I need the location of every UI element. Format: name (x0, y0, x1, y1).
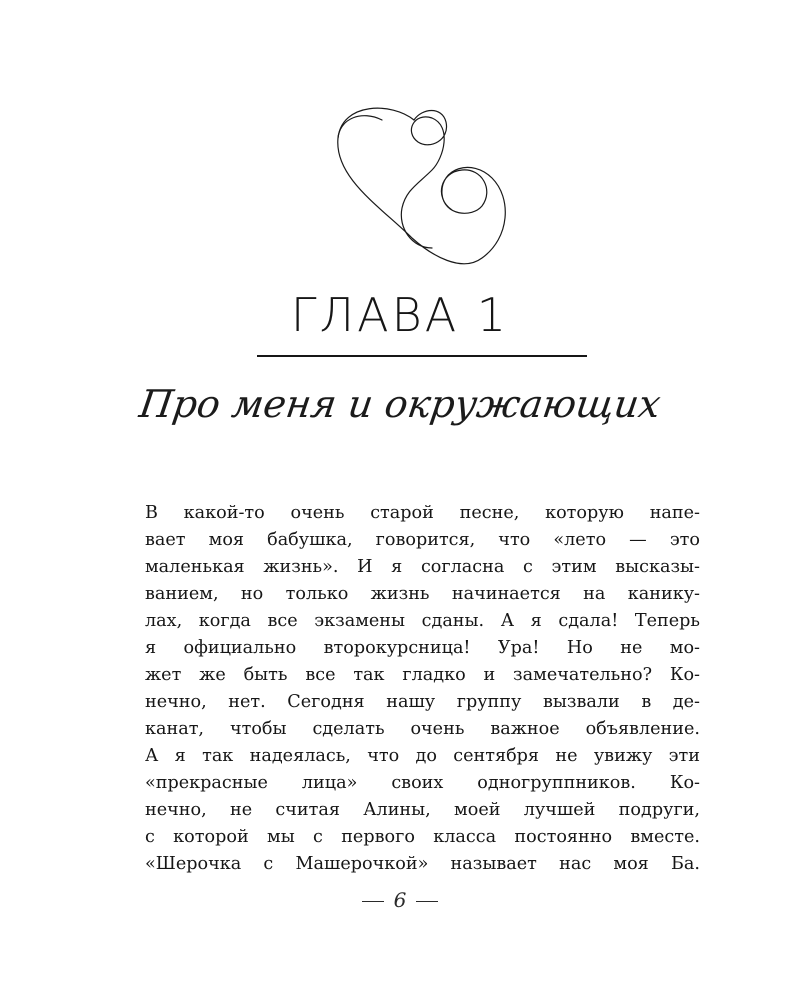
body-paragraph (145, 500, 700, 878)
body-line: лах, когда все экзамены сданы. А я сдала! Теперь (145, 611, 700, 631)
body-line: с которой мы с первого класса постоянно вместе. (145, 827, 700, 847)
body-line: ванием, но только жизнь начинается на канику- (145, 584, 700, 604)
body-line: А я так надеялась, что до сентября не увижу эти (145, 746, 700, 766)
body-line: вает моя бабушка, говорится, что «лето — это (145, 530, 700, 550)
body-line: «прекрасные лица» своих одногруппников. Ко- (145, 773, 700, 793)
body-line: жет же быть все так гладко и замечательно? Ко- (145, 665, 700, 685)
title-divider (257, 355, 587, 357)
chapter-title: ГЛАВА 1 (290, 288, 510, 342)
page-number: 6 (393, 888, 407, 912)
body-line: «Шерочка с Машерочкой» называет нас моя Ба. (145, 854, 700, 874)
body-line: нечно, нет. Сегодня нашу группу вызвали в де- (145, 692, 700, 712)
body-line: нечно, не считая Алины, моей лучшей подруги, (145, 800, 700, 820)
chapter-subtitle: Про меня и окружающих (136, 382, 664, 426)
body-line: В какой-то очень старой песне, которую напе- (145, 503, 700, 523)
body-line: маленькая жизнь». И я согласна с этим высказы- (145, 557, 700, 577)
page-footer (0, 888, 800, 912)
footer-dash-left (362, 901, 384, 902)
footer-dash-right (416, 901, 438, 902)
heart-swirl-icon (322, 98, 522, 278)
body-line: я официально второкурсница! Ура! Но не мо- (145, 638, 700, 658)
body-line: канат, чтобы сделать очень важное объявление. (145, 719, 700, 739)
